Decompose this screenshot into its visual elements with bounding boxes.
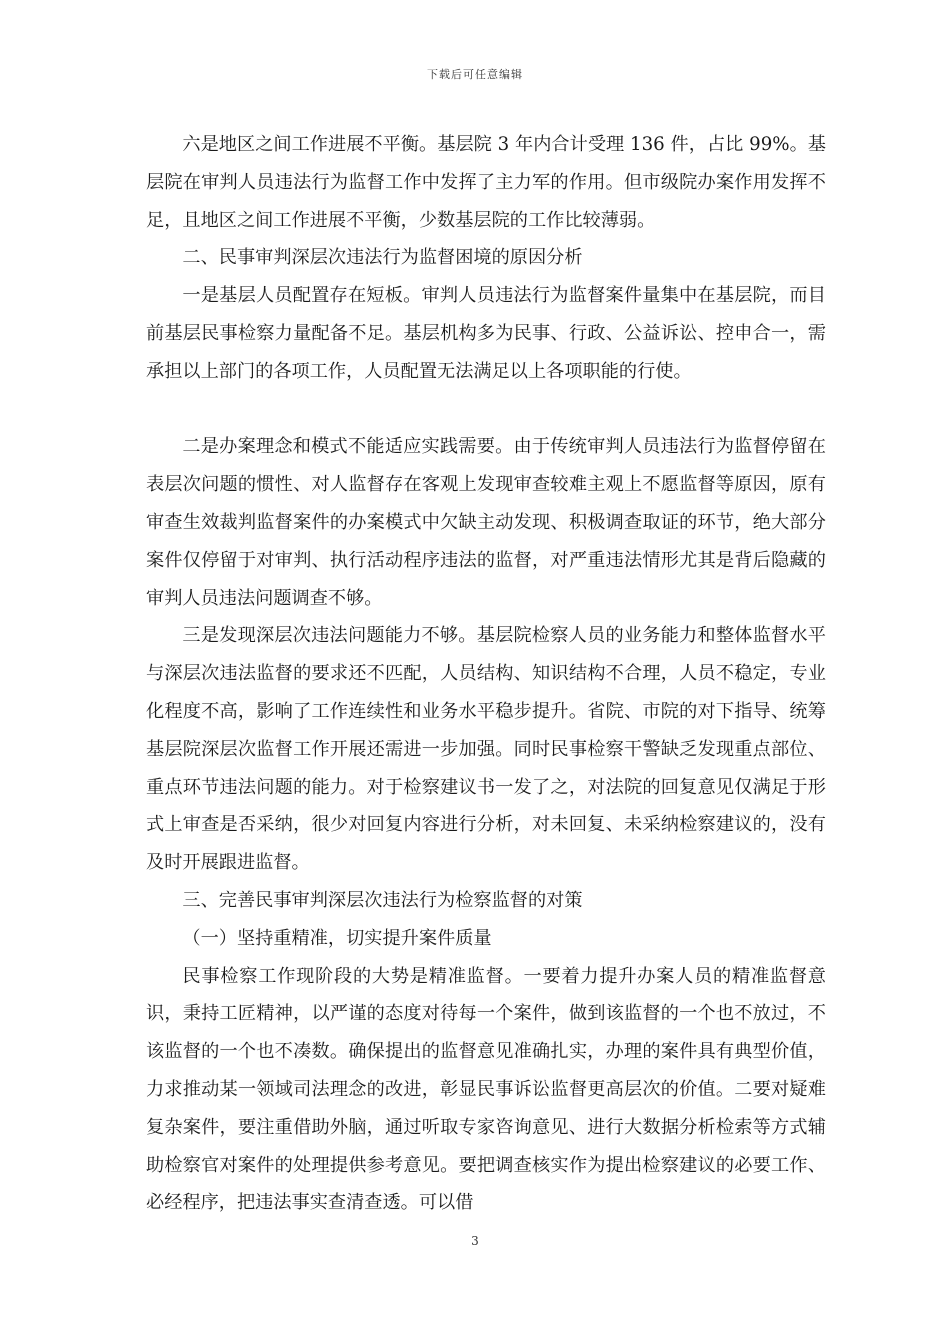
- body-text: [146, 126, 826, 1222]
- paragraph: 民事检察工作现阶段的大势是精准监督。一要着力提升办案人员的精准监督意识，秉持工匠精神，以严谨的态度对待每一个案件，做到该监督的一个也不放过，不该监督的一个也不凑数。确保提出的监督意见准确扎实，办理的案件具有典型价值，力求推动某一领域司法理念的改进，彰显民事诉讼监督更高层次的价值。二要对疑难复杂案件，要注重借助外脑，通过听取专家咨询意见、进行大数据分析检索等方式辅助检察官对案件的处理提供参考意见。要把调查核实作为提出检察建议的必要工作、必经程序，把违法事实查清查透。可以借: [146, 965, 826, 1214]
- page-header: 下载后可任意编辑: [427, 68, 523, 81]
- paragraph: 三是发现深层次违法问题能力不够。基层院检察人员的业务能力和整体监督水平与深层次违法监督的要求还不匹配，人员结构、知识结构不合理，人员不稳定，专业化程度不高，影响了工作连续性和业务水平稳步提升。省院、市院的对下指导、统筹基层院深层次监督工作开展还需进一步加强。同时民事检察干警缺乏发现重点部位、重点环节违法问题的能力。对于检察建议书一发了之，对法院的回复意见仅满足于形式上审查是否采纳，很少对回复内容进行分析，对未回复、未采纳检察建议的，没有及时开展跟进监督。: [146, 625, 826, 874]
- paragraph: 一是基层人员配置存在短板。审判人员违法行为监督案件量集中在基层院，而目前基层民事检察力量配备不足。基层机构多为民事、行政、公益诉讼、控申合一，需承担以上部门的各项工作，人员配置无法满足以上各项职能的行使。: [146, 285, 826, 382]
- section-heading: 二、民事审判深层次违法行为监督困境的原因分析: [182, 247, 583, 269]
- section-heading: 三、完善民事审判深层次违法行为检察监督的对策: [182, 889, 583, 911]
- subsection-heading: （一）坚持重精准，切实提升案件质量: [182, 927, 492, 949]
- page-number: 3: [471, 1234, 479, 1248]
- paragraph: 二是办案理念和模式不能适应实践需要。由于传统审判人员违法行为监督停留在表层次问题的惯性、对人监督存在客观上发现审查较难主观上不愿监督等原因，原有审查生效裁判监督案件的办案模式中欠缺主动发现、积极调查取证的环节，绝大部分案件仅停留于对审判、执行活动程序违法的监督，对严重违法情形尤其是背后隐藏的审判人员违法问题调查不够。: [146, 436, 826, 609]
- paragraph: 六是地区之间工作进展不平衡。基层院 3 年内合计受理 136 件，占比 99%。基层院在审判人员违法行为监督工作中发挥了主力军的作用。但市级院办案作用发挥不足，且地区之间工作进展不平衡，少数基层院的工作比较薄弱。: [146, 134, 826, 231]
